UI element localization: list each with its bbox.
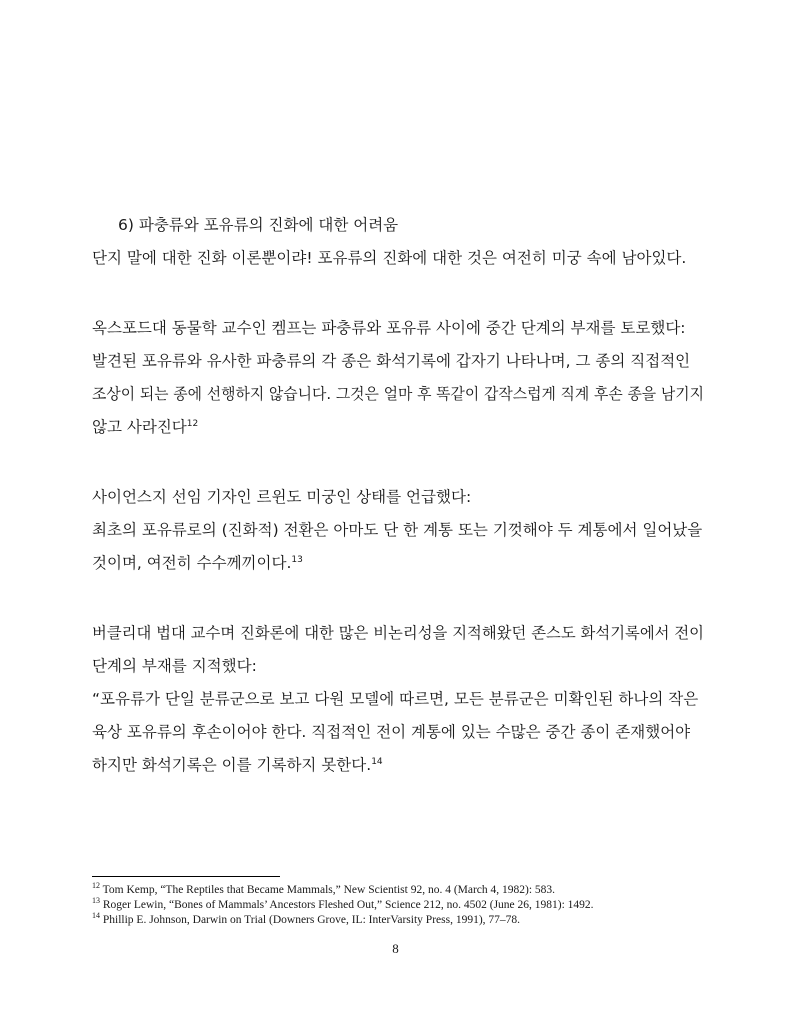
section-title: 파충류와 포유류의 진화에 대한 어려움 — [138, 216, 399, 234]
section-heading — [118, 209, 398, 242]
kemp-quote-line-3 — [92, 411, 198, 444]
johnson-line-2: 단계의 부재를 지적했다: — [92, 657, 257, 675]
lewin-quote-line-1: 최초의 포유류로의 (진화적) 전환은 아마도 단 한 계통 또는 기껏해야 두 계통에서 일어났을 — [92, 521, 703, 539]
johnson-paragraph — [92, 617, 704, 782]
page-number: 8 — [392, 941, 399, 956]
footnote-ref-14: 14 — [371, 756, 383, 767]
footnote-14 — [92, 913, 520, 928]
footnote-ref-12: 12 — [186, 418, 199, 429]
kemp-quote-line-1: 발견된 포유류와 유사한 파충류의 각 종은 화석기록에 갑자기 나타나며, 그 종의 직접적인 — [92, 352, 691, 370]
johnson-quote-line-3 — [92, 749, 383, 782]
footnote-text: Phillip E. Johnson, Darwin on Trial (Downers Grove, IL: InterVarsity Press, 1991), 77–78. — [102, 914, 521, 926]
johnson-quote-line-2: 육상 포유류의 후손이어야 한다. 직접적인 전이 계통에 있는 수많은 중간 종이 존재했어야 — [92, 723, 691, 741]
footnote-12 — [92, 883, 555, 898]
footnote-text: Roger Lewin, “Bones of Mammals’ Ancestors Fleshed Out,” Science 212, no. 4502 (June 26, 1981): 1492. — [102, 899, 594, 911]
lewin-paragraph — [92, 481, 704, 580]
johnson-quote-text: 하지만 화석기록은 이를 기록하지 못한다. — [92, 756, 372, 774]
footnote-divider — [92, 876, 280, 877]
johnson-line-1: 버클리대 법대 교수며 진화론에 대한 많은 비논리성을 지적해왔던 존스도 화석기록에서 전이 — [92, 624, 705, 642]
intro-paragraph — [92, 242, 704, 275]
lewin-quote-line-2 — [92, 547, 303, 580]
kemp-lead: 옥스포드대 동물학 교수인 켐프는 파충류와 포유류 사이에 중간 단계의 부재를 토로했다: — [92, 319, 686, 337]
footnote-number: 12 — [92, 881, 100, 891]
lewin-lead: 사이언스지 선임 기자인 르윈도 미궁인 상태를 언급했다: — [92, 488, 472, 506]
section-number: 6) — [118, 216, 134, 234]
footnotes — [92, 883, 594, 928]
kemp-quote-text: 않고 사라진다 — [92, 418, 187, 436]
kemp-quote-line-2: 조상이 되는 종에 선행하지 않습니다. 그것은 얼마 후 똑같이 갑작스럽게 직계 후손 종을 남기지 — [92, 385, 705, 403]
intro-text: 단지 말에 대한 진화 이론뿐이랴! 포유류의 진화에 대한 것은 여전히 미궁 속에 남아있다. — [92, 249, 687, 267]
footnote-text: Tom Kemp, “The Reptiles that Became Mammals,” New Scientist 92, no. 4 (March 4, 1982): 583. — [102, 884, 556, 896]
lewin-quote-text: 것이며, 여전히 수수께끼이다. — [92, 554, 292, 572]
kemp-paragraph — [92, 312, 704, 444]
footnote-number: 14 — [92, 911, 100, 921]
footnote-ref-13: 13 — [291, 554, 303, 565]
footnote-13 — [92, 898, 594, 913]
footnote-number: 13 — [92, 896, 100, 906]
johnson-quote-line-1: “포유류가 단일 분류군으로 보고 다원 모델에 따르면, 모든 분류군은 미확인된 하나의 작은 — [92, 690, 699, 708]
